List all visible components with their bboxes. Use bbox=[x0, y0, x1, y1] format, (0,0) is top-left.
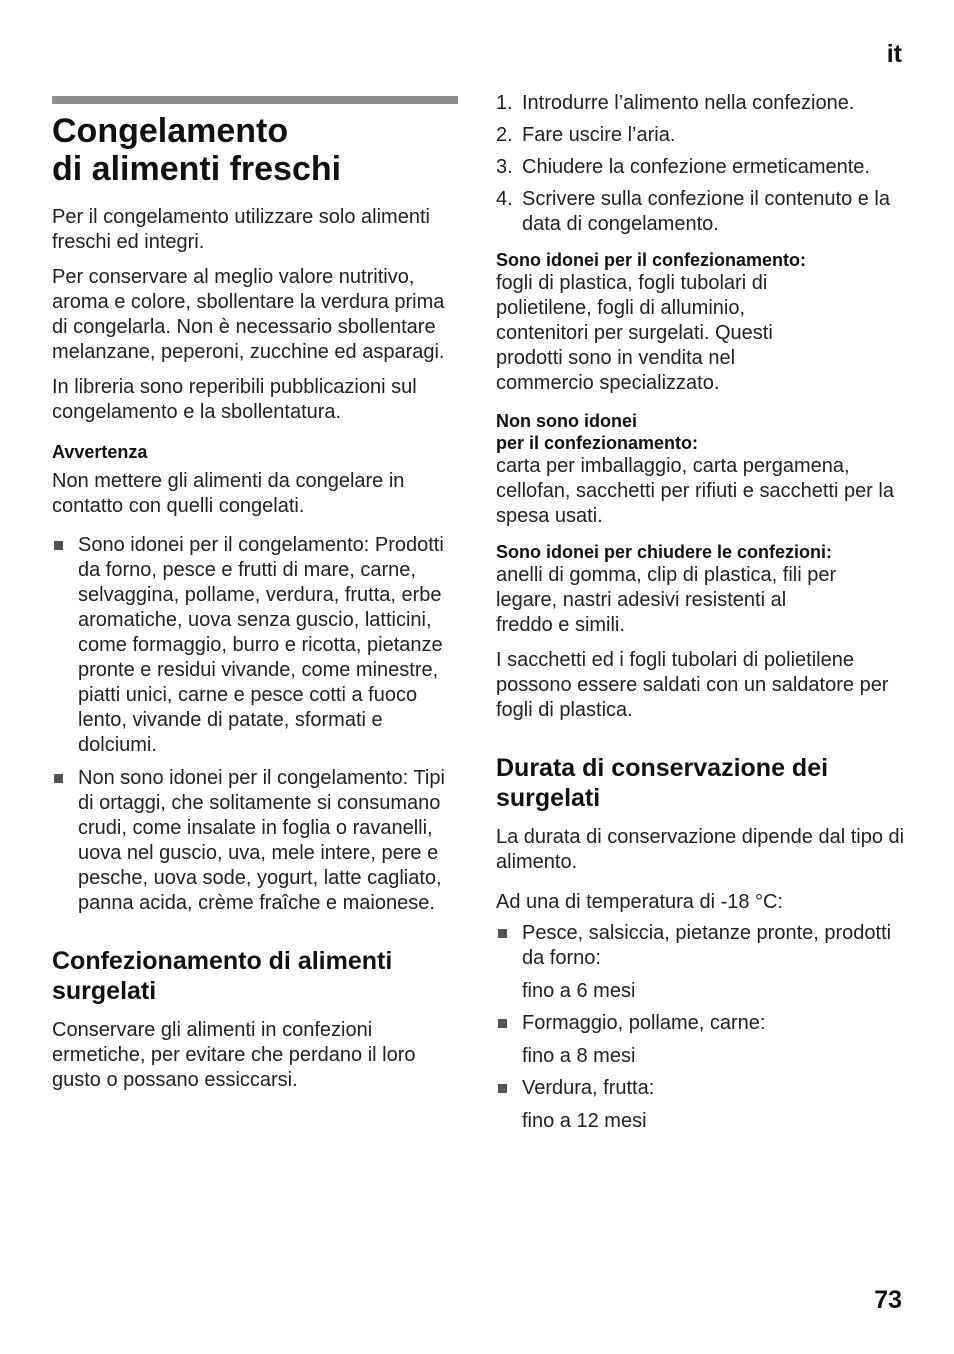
step-text: Scrivere sulla confezione il contenuto e la data di congelamento. bbox=[522, 188, 890, 235]
step-item bbox=[496, 123, 916, 148]
unsuitable-heading-line1: Non sono idonei bbox=[496, 411, 637, 431]
left-column bbox=[52, 205, 462, 1093]
language-label: it bbox=[886, 40, 902, 68]
bullet-square-icon bbox=[54, 774, 63, 783]
page-title-line1: Congelamento bbox=[52, 112, 289, 150]
bullet-square-icon bbox=[498, 1019, 507, 1028]
storage-duration: fino a 8 mesi bbox=[522, 1045, 636, 1067]
blanching-paragraph: Per conservare al meglio valore nutritivo, aroma e colore, sbollentare la verdura prima di congelarla. Non è necessario sbollentare melanzane, peperoni, zucchine ed asparagi. bbox=[52, 266, 445, 363]
storage-item-text: Formaggio, pollame, carne: bbox=[522, 1012, 766, 1034]
list-item bbox=[52, 766, 462, 916]
step-number: 3. bbox=[496, 156, 513, 178]
storage-duration: fino a 12 mesi bbox=[522, 1110, 647, 1132]
step-item bbox=[496, 91, 916, 116]
freezing-list bbox=[52, 533, 462, 916]
unsuitable-heading bbox=[496, 410, 916, 454]
packaging-text: Conservare gli alimenti in confezioni ermetiche, per evitare che perdano il loro gusto o possano essiccarsi. bbox=[52, 1019, 416, 1091]
page-title bbox=[52, 112, 341, 188]
closing-heading: Sono idonei per chiudere le confezioni: bbox=[496, 542, 833, 562]
list-item-text: Non sono idonei per il congelamento: Tipi di ortaggi, che solitamente si consumano crudi, come insalate in foglia o ravanelli, uova nel guscio, uva, mele intere, pere e pesche, uova sode, yogurt, latte cagliato, panna acida, crème fraîche e maionese. bbox=[78, 767, 445, 914]
storage-list bbox=[496, 1011, 916, 1036]
warning-heading: Avvertenza bbox=[52, 442, 148, 462]
temperature-line: Ad una di temperatura di -18 °C: bbox=[496, 891, 784, 913]
list-item bbox=[52, 533, 462, 758]
steps-list bbox=[496, 91, 916, 237]
intro-paragraph: Per il congelamento utilizzare solo alimenti freschi ed integri. bbox=[52, 206, 430, 253]
section-title-duration: Durata di conservazione dei surgelati bbox=[496, 754, 829, 812]
list-item bbox=[496, 1011, 916, 1036]
step-text: Fare uscire l’aria. bbox=[522, 124, 676, 146]
storage-item-text: Verdura, frutta: bbox=[522, 1077, 655, 1099]
step-number: 1. bbox=[496, 92, 513, 114]
warning-text: Non mettere gli alimenti da congelare in contatto con quelli congelati. bbox=[52, 470, 405, 517]
storage-item-text: Pesce, salsiccia, pietanze pronte, prodotti da forno: bbox=[522, 922, 892, 969]
title-rule bbox=[52, 96, 458, 104]
section-title-packaging: Confezionamento di alimenti surgelati bbox=[52, 947, 393, 1005]
bullet-square-icon bbox=[54, 541, 63, 550]
duration-intro: La durata di conservazione dipende dal tipo di alimento. bbox=[496, 826, 905, 873]
suitable-text: fogli di plastica, fogli tubolari di polietilene, fogli di alluminio, contenitori per surgelati. Questi prodotti sono in vendita nel commercio specializzato. bbox=[496, 272, 773, 394]
step-item bbox=[496, 187, 916, 237]
right-column bbox=[496, 91, 916, 1134]
step-number: 2. bbox=[496, 124, 513, 146]
list-item bbox=[496, 921, 916, 971]
library-paragraph: In libreria sono reperibili pubblicazioni sul congelamento e la sbollentatura. bbox=[52, 376, 417, 423]
unsuitable-heading-line2: per il confezionamento: bbox=[496, 433, 699, 453]
closing-text: anelli di gomma, clip di plastica, fili per legare, nastri adesivi resistenti al freddo e simili. bbox=[496, 564, 837, 636]
storage-list bbox=[496, 921, 916, 971]
unsuitable-text: carta per imballaggio, carta pergamena, cellofan, sacchetti per rifiuti e sacchetti per la spesa usati. bbox=[496, 455, 894, 527]
storage-duration: fino a 6 mesi bbox=[522, 980, 636, 1002]
page-number: 73 bbox=[874, 1286, 902, 1314]
step-text: Chiudere la confezione ermeticamente. bbox=[522, 156, 870, 178]
bags-text: I sacchetti ed i fogli tubolari di polietilene possono essere saldati con un saldatore per fogli di plastica. bbox=[496, 649, 889, 721]
page-title-line2: di alimenti freschi bbox=[52, 150, 342, 188]
bullet-square-icon bbox=[498, 1084, 507, 1093]
list-item-text: Sono idonei per il congelamento: Prodotti da forno, pesce e frutti di mare, carne, selvaggina, pollame, verdura, frutta, erbe aromatiche, uova senza guscio, latticini, come formaggio, burro e ricotta, pietanze pronte e residui vivande, come minestre, piatti unici, carne e pesce cotti a fuoco lento, vivande di patate, sformati e dolciumi. bbox=[78, 534, 444, 756]
list-item bbox=[496, 1076, 916, 1101]
storage-list bbox=[496, 1076, 916, 1101]
step-text: Introdurre l’alimento nella confezione. bbox=[522, 92, 855, 114]
bullet-square-icon bbox=[498, 929, 507, 938]
suitable-heading: Sono idonei per il confezionamento: bbox=[496, 250, 807, 270]
step-item bbox=[496, 155, 916, 180]
step-number: 4. bbox=[496, 188, 513, 210]
